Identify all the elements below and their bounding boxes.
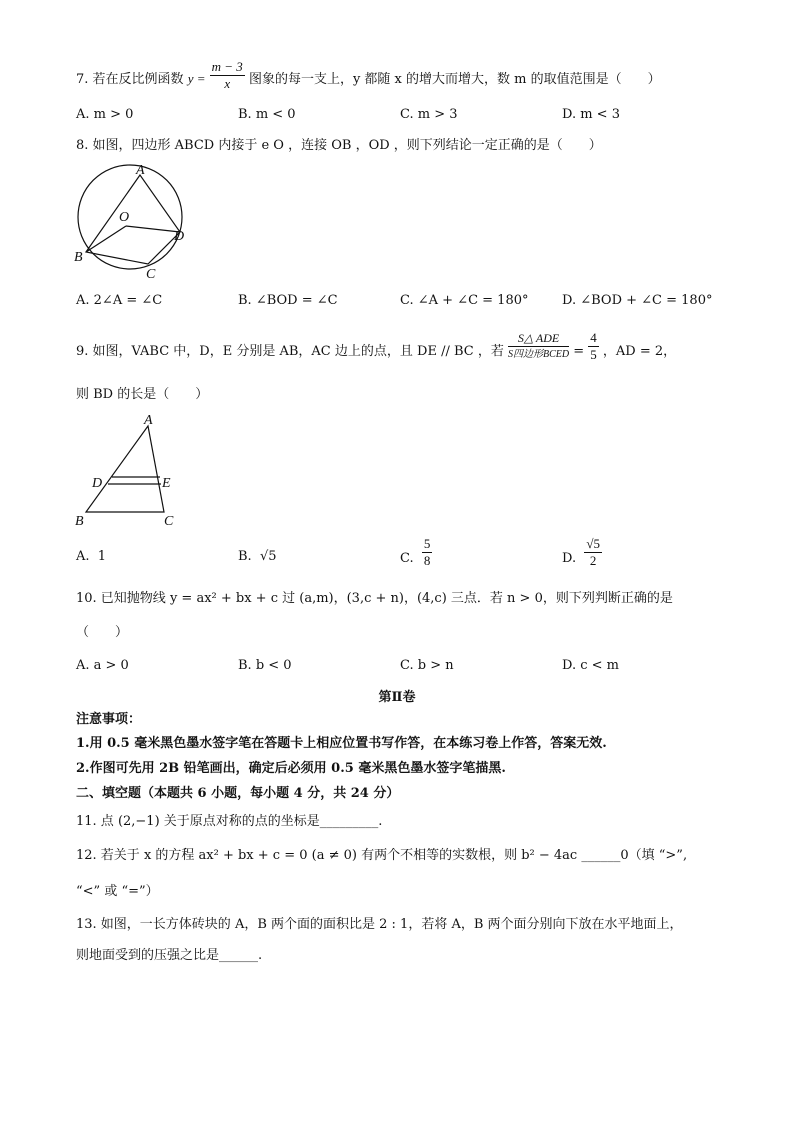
q7-frac-num: m − 3	[211, 59, 243, 74]
q9-ratio-den: 5	[590, 347, 597, 362]
q9-option-b-value: √5	[259, 549, 277, 564]
q9-label-d: D	[92, 476, 103, 491]
q10-option-d[interactable]: D. c < m	[562, 658, 619, 673]
q9-text-pre: 9. 如图，VABC 中，D，E 分别是 AB，AC 边上的点，且 DE // BC ，若	[76, 344, 504, 359]
q10-option-b[interactable]: B. b < 0	[238, 658, 292, 673]
q8-label-a: A	[136, 163, 145, 178]
q7-frac-den: x	[224, 76, 231, 91]
q8-stem: 8. 如图，四边形 ABCD 内接于 e O ，连接 OB ，OD ，则下列结论一定正确的是（ ）	[76, 138, 602, 153]
q9-option-a[interactable]	[76, 548, 106, 566]
q10-stem: 10. 已知抛物线 y = ax² + bx + c 过 (a,m)，(3,c + n)，(4,c) 三点．若 n > 0，则下列判断正确的是	[76, 591, 673, 606]
q9-text-post: ，AD = 2，	[602, 344, 677, 359]
q9-option-c[interactable]	[400, 536, 432, 569]
q7-option-b[interactable]: B. m < 0	[238, 107, 296, 122]
q9-option-c-num: 5	[423, 536, 431, 551]
q9-option-d[interactable]	[562, 536, 602, 569]
q9-ratio-fraction	[588, 330, 599, 363]
q7-formula-lhs: y =	[187, 71, 206, 86]
q8-circle-figure	[70, 160, 200, 285]
q9-label-b: B	[75, 514, 84, 529]
q7-option-a[interactable]: A. m > 0	[76, 107, 134, 122]
q8-quadrilateral	[86, 175, 180, 264]
q9-frac-den: S四边形BCED	[507, 349, 570, 360]
q9-label-e: E	[162, 476, 171, 491]
q13-stem: 13. 如图，一长方体砖块的 A，B 两个面的面积比是 2 : 1，若将 A，B 两个面分别向下放在水平地面上，	[76, 917, 683, 932]
q11-stem: 11. 点 (2,−1) 关于原点对称的点的坐标是_________.	[76, 814, 383, 829]
q9-frac-num: S△ ADE	[508, 330, 569, 347]
q9-label-c: C	[164, 514, 174, 529]
q7-stem	[76, 59, 661, 92]
q9-ratio-num: 4	[590, 330, 597, 345]
q9-option-c-label: C.	[400, 551, 414, 566]
q8-label-d: D	[174, 229, 185, 244]
notice-title: 注意事项：	[76, 712, 142, 727]
q12-stem-line2: “<” 或 “=”）	[76, 884, 159, 899]
q7-option-d[interactable]: D. m < 3	[562, 107, 620, 122]
q8-option-d[interactable]: D. ∠BOD + ∠C = 180°	[562, 293, 713, 308]
q8-segment-od	[126, 226, 180, 232]
q7-fraction	[210, 59, 245, 92]
q9-triangle-figure	[72, 412, 192, 532]
q8-label-o: O	[119, 210, 130, 225]
q9-option-b-label: B.	[238, 549, 252, 564]
q8-option-c[interactable]: C. ∠A + ∠C = 180°	[400, 293, 529, 308]
q9-option-a-label: A.	[76, 549, 90, 564]
q9-option-d-label: D.	[562, 551, 577, 566]
q9-triangle-abc	[86, 426, 164, 512]
q8-option-b[interactable]: B. ∠BOD = ∠C	[238, 293, 338, 308]
section-title: 第Ⅱ卷	[378, 690, 416, 705]
q7-option-c[interactable]: C. m > 3	[400, 107, 458, 122]
q9-area-fraction	[508, 330, 569, 363]
q9-label-a: A	[144, 413, 153, 428]
q8-segment-ob	[86, 226, 126, 252]
q10-option-c[interactable]: C. b > n	[400, 658, 454, 673]
q9-stem-line2: 则 BD 的长是（ ）	[76, 387, 209, 402]
q9-stem	[76, 330, 677, 363]
q10-option-a[interactable]: A. a > 0	[76, 658, 129, 673]
q9-option-d-fraction	[584, 536, 602, 569]
q8-option-a[interactable]: A. 2∠A = ∠C	[76, 293, 163, 308]
q10-stem-line2: （ ）	[76, 625, 129, 640]
q9-option-c-fraction	[422, 536, 433, 569]
notice-item-2: 2.作图可先用 2B 铅笔画出，确定后必须用 0.5 毫米黑色墨水签字笔描黑.	[76, 761, 506, 776]
q8-label-b: B	[74, 250, 83, 265]
q9-option-d-den: 2	[589, 553, 597, 568]
q9-option-d-num: √5	[586, 536, 600, 551]
q8-label-c: C	[146, 267, 156, 282]
q9-equals: =	[573, 344, 585, 359]
q13-stem-line2: 则地面受到的压强之比是______.	[76, 948, 263, 963]
q7-text-pre: 7. 若在反比例函数	[76, 72, 184, 87]
q9-option-b[interactable]	[238, 548, 277, 566]
q9-option-c-den: 8	[423, 553, 431, 568]
q7-text-post: 图象的每一支上，y 都随 x 的增大而增大，数 m 的取值范围是（ ）	[248, 72, 661, 87]
notice-item-1: 1.用 0.5 毫米黑色墨水签字笔在答题卡上相应位置书写作答，在本练习卷上作答，答案无效.	[76, 736, 607, 751]
q9-option-a-value: 1	[97, 549, 107, 564]
part-title: 二、填空题（本题共 6 小题，每小题 4 分，共 24 分）	[76, 786, 400, 801]
q12-stem: 12. 若关于 x 的方程 ax² + bx + c = 0 (a ≠ 0) 有两个不相等的实数根，则 b² − 4ac ______0（填 “>”,	[76, 848, 688, 863]
